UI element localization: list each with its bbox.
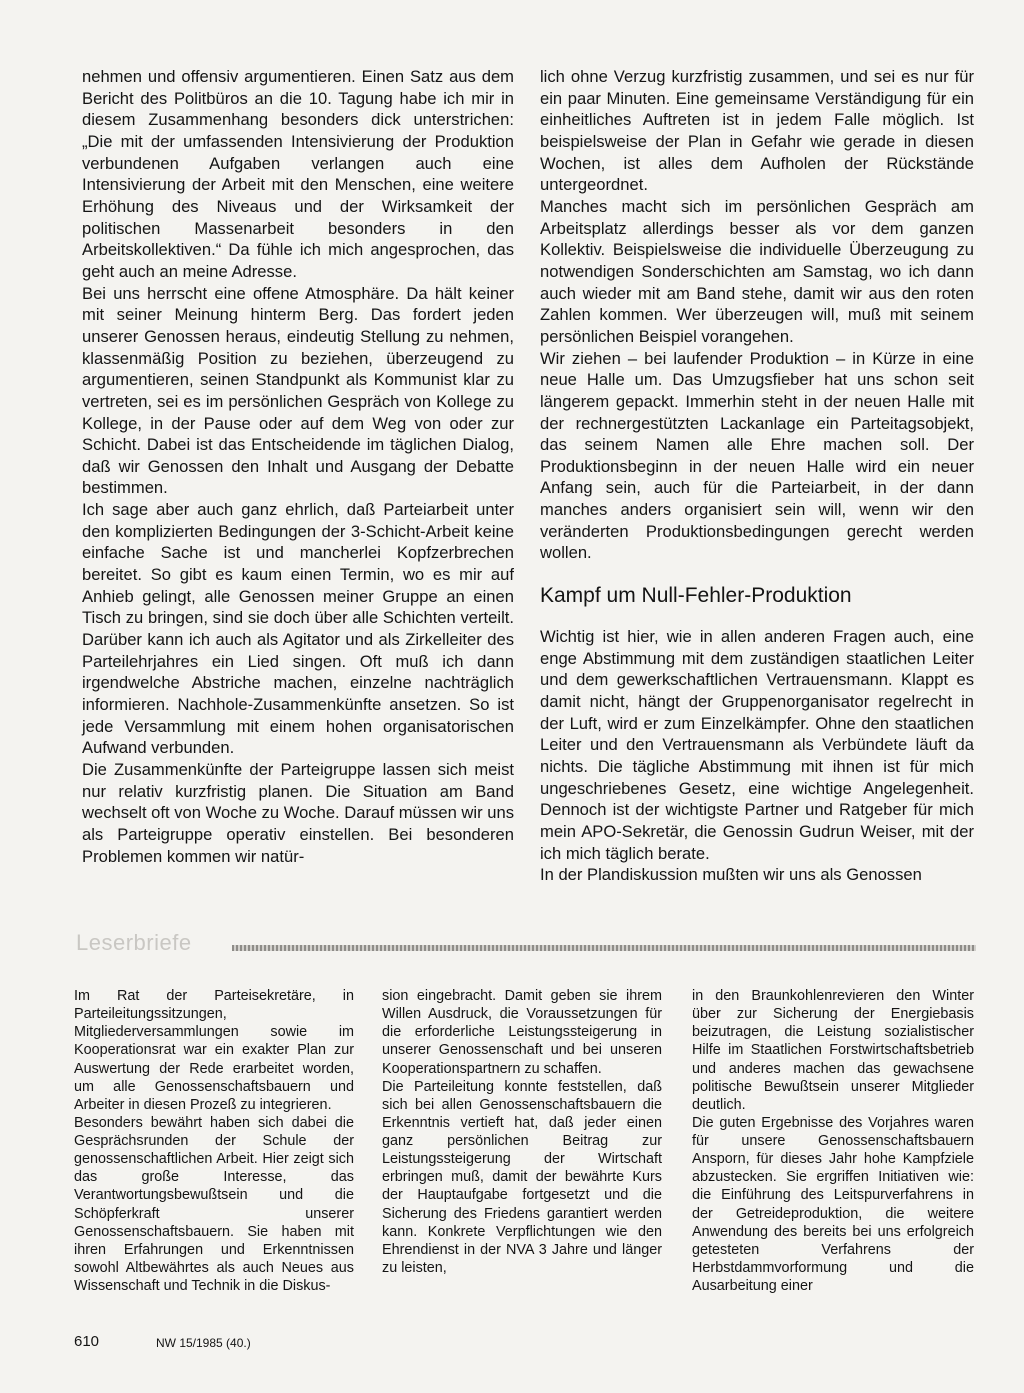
paragraph: Manches macht sich im persönlichen Gespräch am Arbeitsplatz allerdings besser als vor dem ganzen Kollektiv. Beispielsweise die individuelle Überzeugung zu notwendigen Sonderschichten am Samstag, wo ich dann auch wieder mit am Band stehe, damit wir aus den roten Zahlen kommen. Wer überzeugen will, muß mit seinem persönlichen Beispiel vorangehen.: [540, 196, 974, 346]
paragraph: Ich sage aber auch ganz ehrlich, daß Parteiarbeit unter den komplizierten Bedingungen der 3-Schicht-Arbeit keine einfache Sache ist und mancherlei Kopfzerbrechen bereitet. So gibt es kaum einen Termin, wo es mir auf Anhieb gelingt, alle Genossen meiner Gruppe an einen Tisch zu bringen, sind sie doch über alle Schichten verteilt. Darüber kann ich auch als Agitator und als Zirkelleiter des Parteilehrjahres ein Lied singen. Oft muß ich dann irgendwelche Abstriche machen, einzelne nachträglich informieren. Nachhole-Zusammenkünfte ansetzen. So ist jede Versammlung mit einem hohen organisatorischen Aufwand verbunden.: [82, 500, 514, 758]
paragraph: sion eingebracht. Damit geben sie ihrem Willen Ausdruck, die Voraussetzungen für die erforderliche Leistungssteigerung in unserer Genossenschaft und bei unseren Kooperationspartnern zu schaffen.: [382, 988, 662, 1077]
paragraph: Wir ziehen – bei laufender Produktion – in Kürze in eine neue Halle um. Das Umzugsfieber hat uns schon seit längerem gepackt. Immerhin steht in der neuen Halle mit der rechnergestützten Lackanlage ein Parteitagsobjekt, das seinem Namen alle Ehre machen soll. Der Produktionsbeginn in der neuen Halle wird ein neuer Anfang sein, auch für die Parteiarbeit, in der dann manches anders organisiert sein will, wenn wir den veränderten Produktionsbedingungen gerecht werden wollen.: [540, 348, 974, 563]
page-number: 610: [74, 1333, 100, 1350]
section-heading: Kampf um Null-Fehler-Produktion: [540, 584, 852, 608]
paragraph: Im Rat der Parteisekretäre, in Parteileitungssitzungen, Mitgliederversammlungen sowie im Kooperationsrat war ein exakter Plan zur Auswertung der Rede erarbeitet worden, um alle Genossenschaftsbauern und Arbeiter in diesen Prozeß zu integrieren.: [74, 988, 354, 1113]
paragraph: In der Plandiskussion mußten wir uns als Genossen: [540, 865, 922, 885]
section-label-leserbriefe: Leserbriefe: [76, 930, 192, 955]
letters-column-1: [74, 987, 354, 1295]
paragraph: Bei uns herrscht eine offene Atmosphäre. Da hält keiner mit seiner Meinung hinterm Berg. Das fordert jeden unserer Genossen heraus, eindeutig Stellung zu nehmen, klassenmäßig Position zu beziehen, überzeugend zu argumentieren, seinen Standpunkt als Kommunist klar zu vertreten, sei es im persönlichen Gespräch von Kollege zu Kollege, in der Pause oder auf dem Weg von oder zur Schicht. Dabei ist das Entscheidende im täglichen Dialog, daß wir Genossen den Inhalt und Ausgang der Debatte bestimmen.: [82, 283, 514, 498]
section-divider: [232, 945, 976, 951]
paragraph: Besonders bewährt haben sich dabei die Gesprächsrunden der Schule der genossenschaftlichen Arbeit. Hier zeigt sich das große Interesse, das Verantwortungsbewußtsein und die Schöpferkraft unserer Genossenschaftsbauern. Sie haben mit ihren Erfahrungen und Erkenntnissen sowohl Altbewährtes als auch Neues aus Wissenschaft und Technik in die Diskus-: [74, 1114, 354, 1294]
letters-column-2: [382, 987, 662, 1277]
paragraph: Die Zusammenkünfte der Parteigruppe lassen sich meist nur relativ kurzfristig planen. Die Situation am Band wechselt oft von Woche zu Woche. Darauf müssen wir uns als Parteigruppe operativ einstellen. Bei besonderen Problemen kommen wir natür-: [82, 760, 514, 866]
paragraph: Wichtig ist hier, wie in allen anderen Fragen auch, eine enge Abstimmung mit dem zuständigen staatlichen Leiter und dem gewerkschaftlichen Vertrauensmann. Klappt es damit nicht, hängt der Gruppenorganisator regelrecht in der Luft, wird er zum Einzelkämpfer. Ohne den staatlichen Leiter und den Vertrauensmann als Verbündete läuft da nichts. Die tägliche Abstimmung mit ihnen ist für mich ungeschriebenes Gesetz, eine wichtige Angelegenheit. Dennoch ist der wichtigste Partner und Ratgeber für mich mein APO-Sekretär, die Genossin Gudrun Weiser, mit der ich mich täglich berate.: [540, 627, 974, 863]
paragraph: lich ohne Verzug kurzfristig zusammen, und sei es nur für ein paar Minuten. Eine gemeinsame Verständigung für ein einheitliches Auftreten ist in jedem Falle möglich. Ist beispielsweise der Plan in Gefahr wie gerade in diesen Wochen, ist alles dem Aufholen der Rückstände untergeordnet.: [540, 67, 974, 195]
paragraph: Die Parteileitung konnte feststellen, daß sich bei allen Genossenschaftsbauern die Erkenntnis vertieft hat, daß jeder einen ganz persönlichen Beitrag zur Leistungssteigerung der Wirtschaft erbringen muß, damit der bewährte Kurs der Hauptaufgabe fortgesetzt und die Sicherung des Friedens garantiert werden kann. Konkrete Verpflichtungen wie den Ehrendienst in der NVA 3 Jahre und länger zu leisten,: [382, 1078, 662, 1276]
paragraph: nehmen und offensiv argumentieren. Einen Satz aus dem Bericht des Politbüros an die 10. Tagung habe ich mir in diesem Zusammenhang besonders dick unterstrichen: „Die mit der umfassenden Intensivierung der Produktion verbundenen Aufgaben verlangen auch eine Intensivierung der Arbeit mit den Menschen, eine weitere Erhöhung des Niveaus und der Wirksamkeit der politischen Massenarbeit besonders in den Arbeitskollektiven.“ Da fühle ich mich angesprochen, das geht auch an meine Adresse.: [82, 67, 514, 281]
article-column-left: [82, 66, 514, 867]
article-column-right: [540, 66, 974, 886]
paragraph: Die guten Ergebnisse des Vorjahres waren für unsere Genossenschaftsbauern Ansporn, für dieses Jahr hohe Kampfziele abzustecken. Sie ergriffen Initiativen wie: die Einführung des Leitspurverfahrens in der Getreideproduktion, die weitere Anwendung des bereits bei uns erfolgreich getesteten Verfahrens der Herbstdammvorformung und die Ausarbeitung einer: [692, 1114, 974, 1294]
issue-reference: NW 15/1985 (40.): [156, 1336, 251, 1350]
paragraph: in den Braunkohlenrevieren den Winter über zur Sicherung der Energiebasis beizutragen, die Leistung sozialistischer Hilfe im Staatlichen Forstwirtschaftsbetrieb und anderes machen das gewachsene politische Bewußtsein unserer Mitglieder deutlich.: [692, 988, 974, 1113]
letters-column-3: [692, 987, 974, 1295]
